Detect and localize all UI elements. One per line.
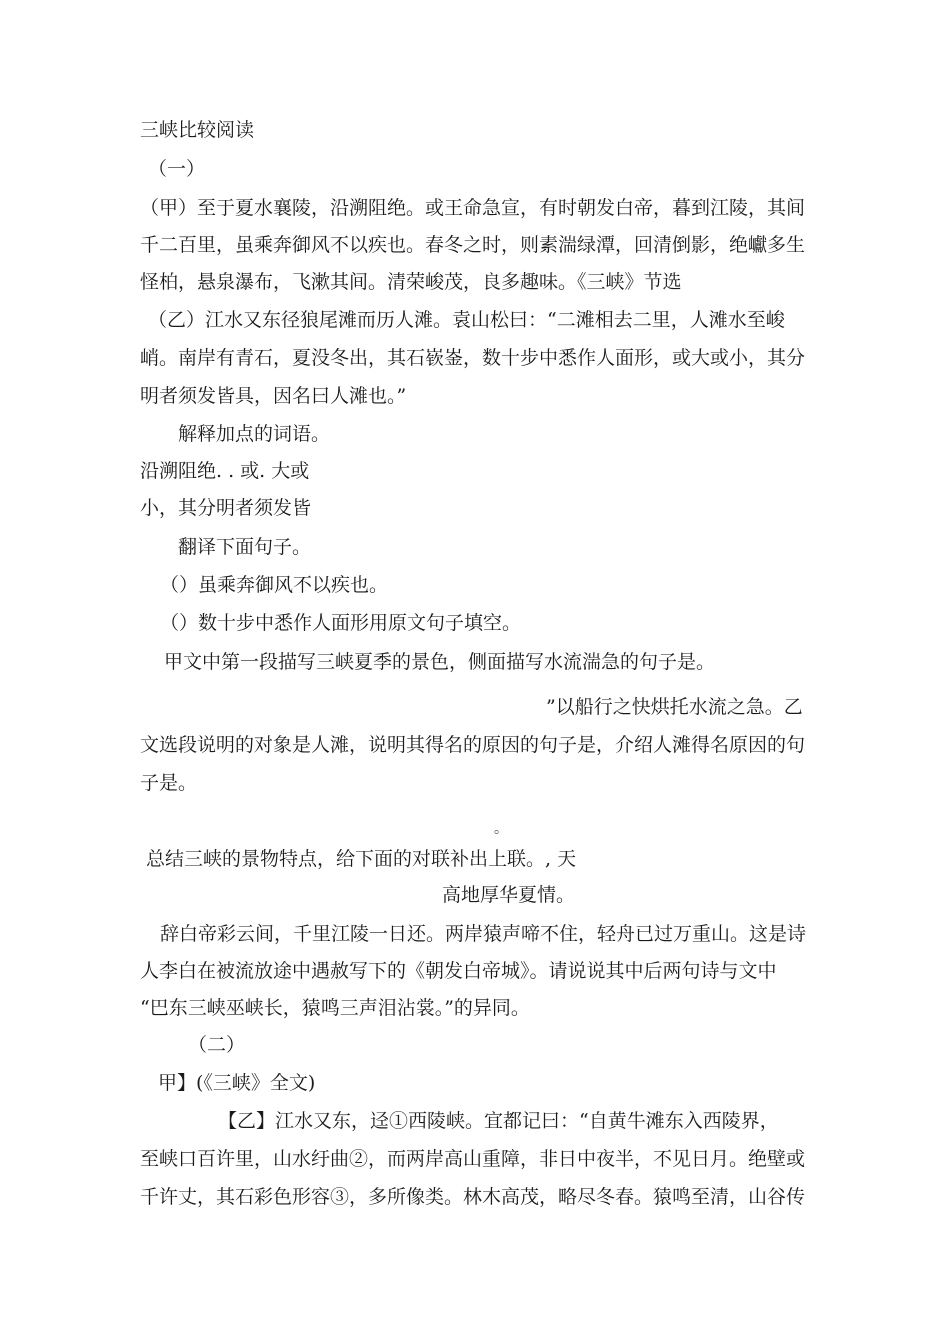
part-2-yi-line-1: 【乙】江水又东，迳①西陵峡。宜都记曰：“自黄牛滩东入西陵界， — [218, 1110, 779, 1132]
section-two-heading: （二） — [188, 1034, 246, 1056]
section-one-heading: （一） — [148, 158, 206, 180]
question-3-line-2: ”以船行之快烘托水流之急。乙 — [546, 696, 803, 718]
question-4-line-1: 总结三峡的景物特点，给下面的对联补出上联。, 天 — [146, 848, 577, 870]
question-5-line-1: 辞白帝彩云间，千里江陵一日还。两岸猿声啼不住，轻舟已过万重山。这是诗 — [160, 923, 807, 945]
question-1-prompt: 解释加点的词语。 — [178, 423, 331, 445]
question-2-prompt: 翻译下面句子。 — [178, 536, 312, 558]
question-3-line-1: 甲文中第一段描写三峡夏季的景色，侧面描写水流湍急的句子是。 — [164, 651, 716, 673]
question-3-line-4: 子是。 — [140, 772, 198, 794]
passage-jia-line-2: 千二百里，虽乘奔御风不以疾也。春冬之时，则素湍绿潭，回清倒影，绝巘多生 — [140, 234, 806, 256]
part-2-yi-line-2: 至峡口百许里，山水纡曲②，而两岸高山重障，非日中夜半，不见日月。绝壁或 — [140, 1148, 806, 1170]
question-4-line-2: 高地厚华夏情。 — [442, 884, 576, 906]
question-1-line-2: 小，其分明者须发皆 — [140, 497, 312, 519]
passage-jia-line-1: （甲）至于夏水襄陵，沿溯阻绝。或王命急宣，有时朝发白帝，暮到江陵，其间 — [140, 197, 806, 219]
question-5-line-2: 人李白在被流放途中遇赦写下的《朝发白帝城》。请说说其中后两句诗与文中 — [140, 960, 777, 982]
question-2-item-2: （）数十步中悉作人面形用原文句子填空。 — [160, 612, 522, 634]
part-2-yi-line-3: 千许丈，其石彩色形容③，多所像类。林木高茂，略尽冬春。猿鸣至清，山谷传 — [140, 1186, 806, 1208]
question-2-item-1: （）虽乘奔御风不以疾也。 — [160, 574, 389, 596]
passage-yi-line-3: 明者须发皆具，因名曰人滩也。” — [140, 385, 407, 407]
question-3-line-3: 文选段说明的对象是人滩，说明其得名的原因的句子是，介绍人滩得名原因的句 — [140, 734, 806, 756]
passage-yi-line-2: 峭。南岸有青石，夏没冬出，其石嵚崟，数十步中悉作人面形，或大或小，其分 — [140, 347, 806, 369]
question-1-line-1: 沿溯阻绝. . 或. 大或 — [140, 460, 310, 482]
question-3-blank-mark: 。 — [494, 821, 508, 837]
passage-jia-line-3: 怪柏，悬泉瀑布，飞漱其间。清荣峻茂，良多趣味。《三峡》节选 — [140, 271, 682, 293]
question-5-line-3: “巴东三峡巫峡长，猿鸣三声泪沾裳。”的异同。 — [140, 997, 530, 1019]
passage-yi-line-1: （乙）江水又东径狼尾滩而历人滩。袁山松曰：“二滩相去二里，人滩水至峻 — [148, 309, 785, 331]
part-2-jia-heading: 甲】(《三峡》全文) — [158, 1072, 316, 1094]
document-title: 三峡比较阅读 — [140, 119, 255, 141]
